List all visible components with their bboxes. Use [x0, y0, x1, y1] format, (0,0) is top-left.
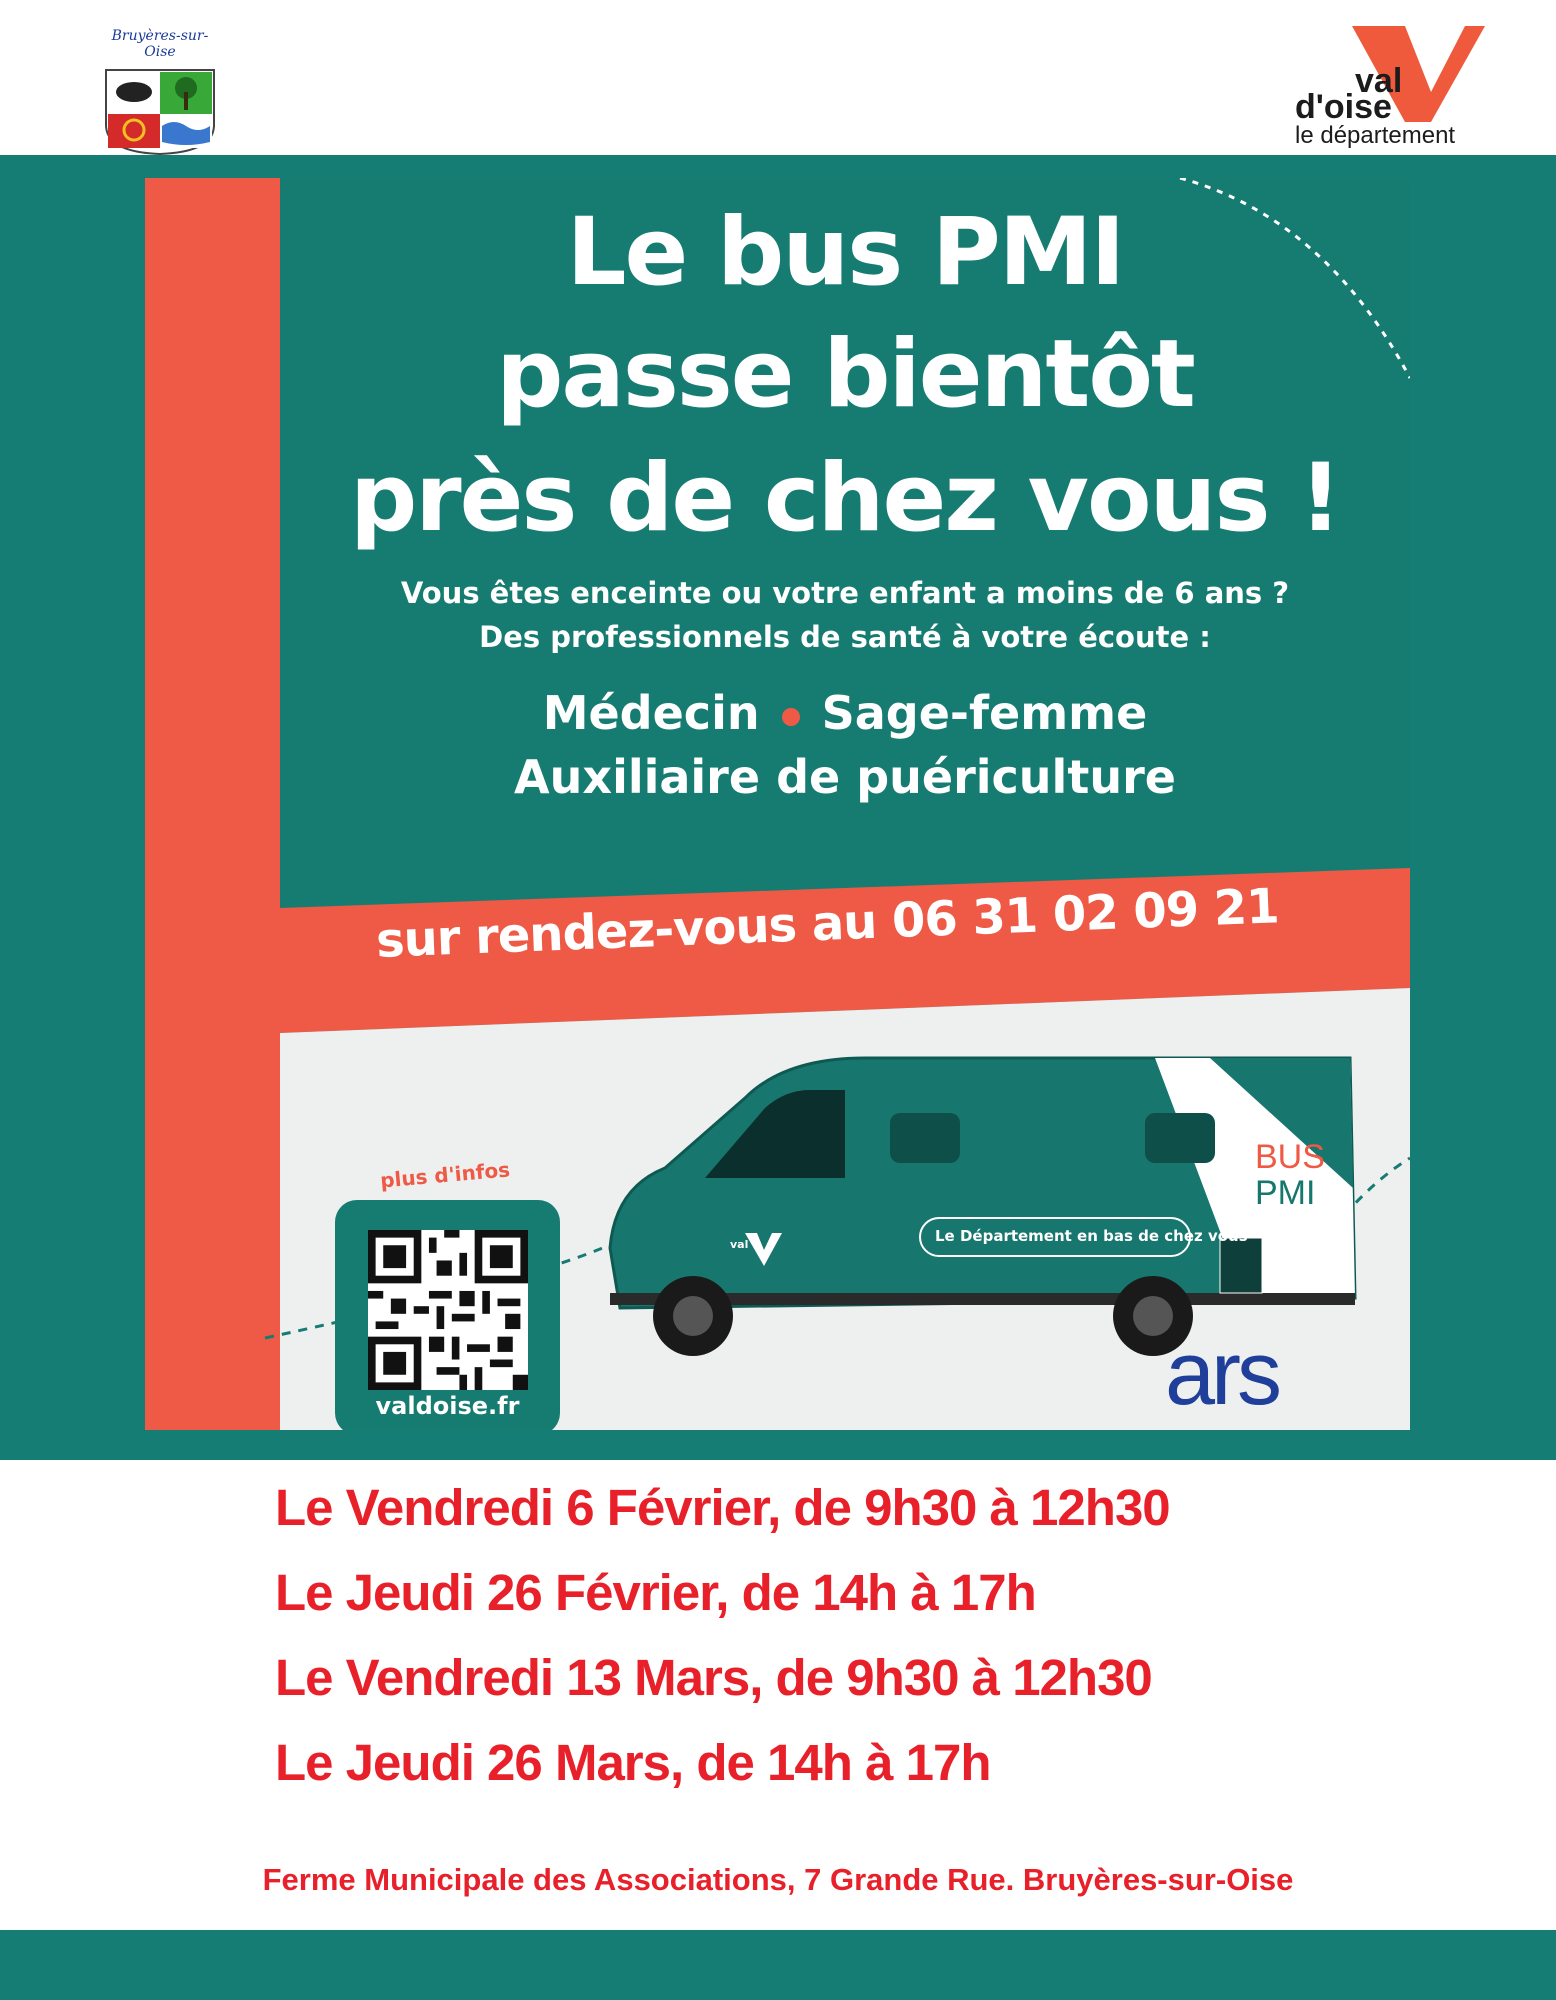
- schedule-date-4: Le Jeudi 26 Mars, de 14h à 17h: [275, 1734, 991, 1791]
- ars-logo: ars: [1165, 1324, 1279, 1424]
- logo-word-departement: le département: [1295, 122, 1456, 149]
- logo-word-val: val: [1355, 62, 1403, 100]
- title-line-2: passe bientôt: [496, 320, 1194, 429]
- bus-banner-text: Le Département en bas de chez vous: [935, 1227, 1248, 1245]
- bus-logo-text: val: [730, 1238, 749, 1251]
- pmi-poster: [145, 178, 1410, 1430]
- qr-code-card[interactable]: [335, 1200, 560, 1430]
- header-bar: [0, 0, 1556, 155]
- town-coat-of-arms: [100, 30, 220, 155]
- schedule-date-3: Le Vendredi 13 Mars, de 9h30 à 12h30: [275, 1649, 1152, 1706]
- footer-bar: [0, 1930, 1556, 2000]
- logo-word-doise: d'oise: [1295, 88, 1392, 126]
- appointment-phone: sur rendez-vous au 06 31 02 09 21: [375, 878, 1280, 969]
- question-text: Vous êtes enceinte ou votre enfant a moins de 6 ans ?: [400, 576, 1290, 610]
- bus-brand-line1: BUS: [1255, 1138, 1325, 1176]
- role-medecin: Médecin: [542, 686, 760, 740]
- schedule-date-1: Le Vendredi 6 Février, de 9h30 à 12h30: [275, 1479, 1170, 1536]
- role-sage-femme: Sage-femme: [821, 686, 1148, 740]
- more-info-label: plus d'infos: [379, 1157, 511, 1193]
- val-doise-logo: [1255, 22, 1495, 152]
- schedule-date-2: Le Jeudi 26 Février, de 14h à 17h: [275, 1564, 1036, 1621]
- role-auxiliaire: Auxiliaire de puériculture: [514, 750, 1176, 804]
- intro-text: Des professionnels de santé à votre écoute :: [479, 620, 1211, 654]
- event-address: Ferme Municipale des Associations, 7 Grande Rue. Bruyères-sur-Oise: [262, 1862, 1294, 1897]
- town-name: Bruyères-sur-Oise: [111, 28, 209, 60]
- qr-code-icon[interactable]: [368, 1230, 528, 1390]
- bus-brand-line2: PMI: [1255, 1174, 1316, 1212]
- title-line-3: près de chez vous !: [350, 444, 1340, 553]
- title-line-1: Le bus PMI: [566, 198, 1124, 307]
- website-link[interactable]: valdoise.fr: [375, 1392, 520, 1420]
